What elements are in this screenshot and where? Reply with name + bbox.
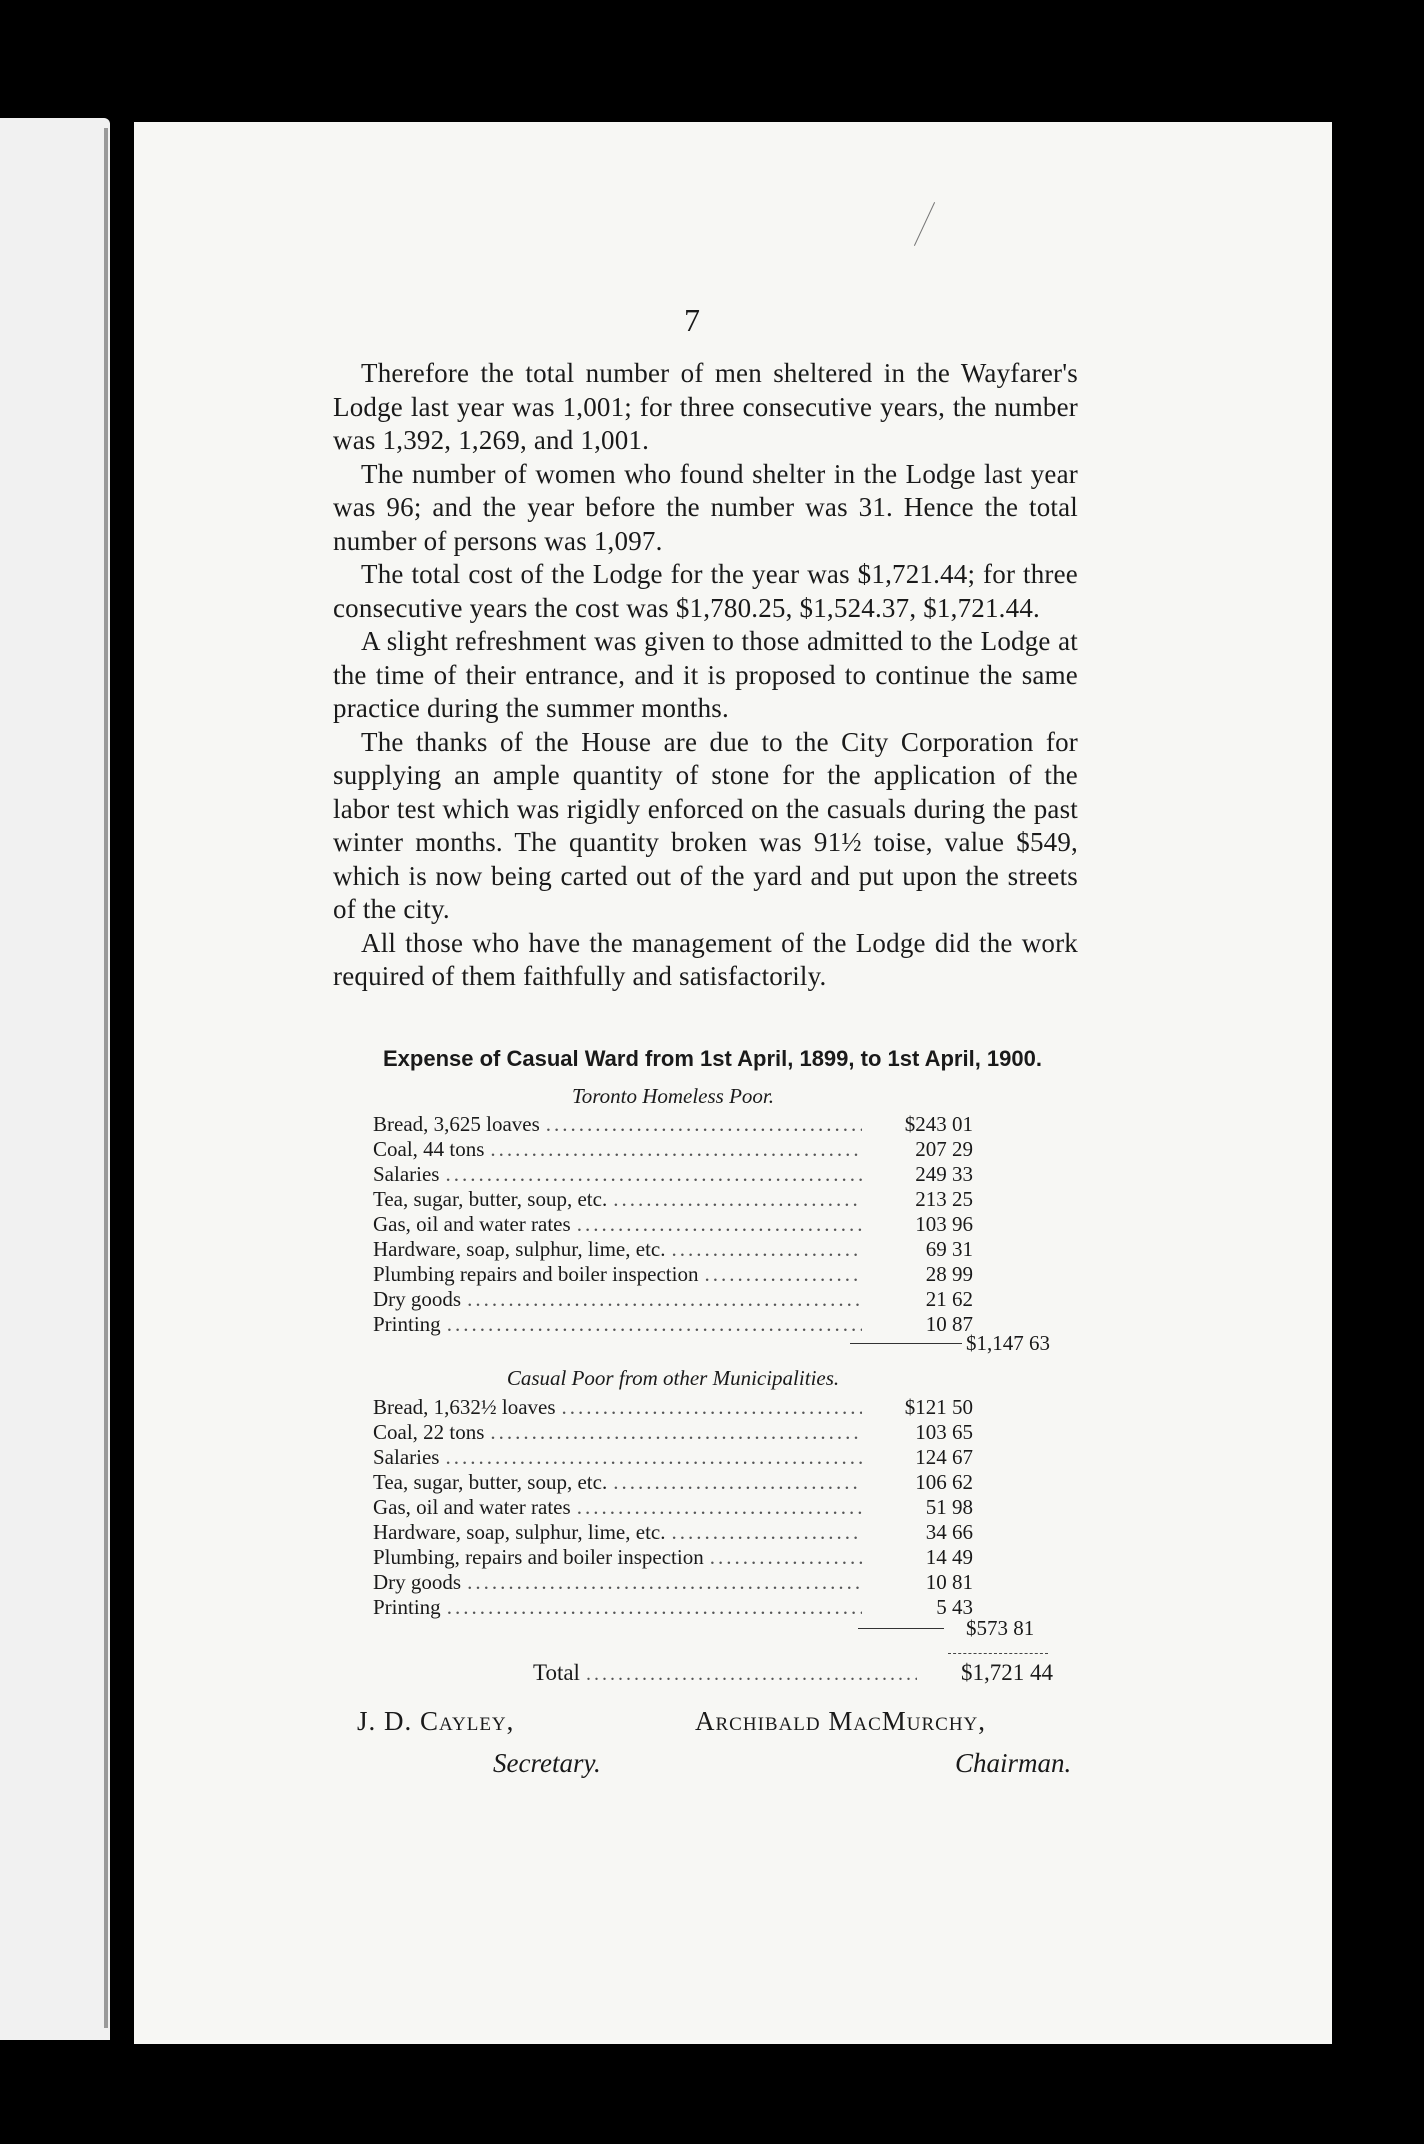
subtotal-rule — [850, 1343, 962, 1344]
signature-right-title: Chairman. — [955, 1748, 1072, 1778]
section-heading: Casual Poor from other Municipalities. — [506, 1366, 840, 1390]
dot-leader — [447, 1312, 862, 1337]
item-label: Salaries — [373, 1445, 440, 1469]
item-label: Dry goods — [373, 1287, 462, 1311]
paragraph: Therefore the total number of men sheltered in the Wayfarer's Lodge last year was 1,001; for three consecutive years, the number was 1,392, 1,269, and 1,001. — [333, 358, 1078, 455]
item-amount: 28 99 — [925, 1262, 973, 1286]
item-label: Printing — [373, 1595, 441, 1619]
dot-leader — [613, 1470, 862, 1495]
left-page-gutter — [104, 128, 108, 2028]
line-item — [373, 1237, 973, 1262]
subtotal-amount: $1,147 63 — [966, 1331, 1050, 1355]
dot-leader — [546, 1112, 862, 1137]
line-item — [373, 1137, 973, 1162]
dot-leader — [671, 1520, 862, 1545]
item-amount: 69 31 — [925, 1237, 973, 1261]
line-item — [373, 1495, 973, 1520]
item-label: Plumbing repairs and boiler inspection — [373, 1262, 699, 1286]
item-amount: 34 66 — [925, 1520, 973, 1544]
line-item — [373, 1395, 973, 1420]
dot-leader — [562, 1395, 862, 1420]
dot-leader — [704, 1262, 862, 1287]
item-amount: 213 25 — [915, 1187, 973, 1211]
item-label: Tea, sugar, butter, soup, etc. — [373, 1187, 608, 1211]
item-amount: 207 29 — [915, 1137, 973, 1161]
item-amount: 51 98 — [925, 1495, 973, 1519]
dot-leader — [445, 1162, 862, 1187]
dot-leader — [447, 1595, 862, 1620]
line-item — [373, 1112, 973, 1137]
total-label: Total — [533, 1660, 580, 1685]
line-item — [373, 1212, 973, 1237]
dot-leader — [467, 1287, 862, 1312]
item-label: Gas, oil and water rates — [373, 1212, 571, 1236]
item-label: Gas, oil and water rates — [373, 1495, 571, 1519]
item-label: Coal, 22 tons — [373, 1420, 485, 1444]
left-page — [0, 118, 110, 2040]
item-amount: 249 33 — [915, 1162, 973, 1186]
paragraph: The total cost of the Lodge for the year was $1,721.44; for three consecutive years the cost was $1,780.25, $1,524.37, $1,721.44. — [333, 559, 1078, 623]
dot-leader — [586, 1663, 917, 1686]
subtotal-amount: $573 81 — [966, 1616, 1035, 1640]
item-label: Dry goods — [373, 1570, 462, 1594]
item-amount: $121 50 — [904, 1395, 973, 1419]
line-item — [373, 1520, 973, 1545]
line-item — [373, 1445, 973, 1470]
signature-left-title: Secretary. — [493, 1748, 601, 1778]
item-amount: 10 81 — [925, 1570, 973, 1594]
signature-right-name: Archibald MacMurchy, — [695, 1706, 987, 1736]
dot-leader — [490, 1420, 862, 1445]
item-amount: 124 67 — [915, 1445, 973, 1469]
paragraph: The number of women who found shelter in the Lodge last year was 96; and the year before the number was 31. Hence the total number of persons was 1,097. — [333, 458, 1078, 556]
item-amount: 5 43 — [936, 1595, 973, 1619]
line-item — [373, 1470, 973, 1495]
expense-table-title: Expense of Casual Ward from 1st April, 1899, to 1st April, 1900. — [383, 1046, 1042, 1071]
item-label: Salaries — [373, 1162, 440, 1186]
item-label: Coal, 44 tons — [373, 1137, 485, 1161]
item-amount: 103 96 — [915, 1212, 973, 1236]
item-label: Tea, sugar, butter, soup, etc. — [373, 1470, 608, 1494]
dot-leader — [671, 1237, 862, 1262]
item-amount: 10 87 — [925, 1312, 973, 1336]
item-label: Bread, 1,632½ loaves — [373, 1395, 556, 1419]
line-item — [373, 1187, 973, 1212]
paragraph: A slight refreshment was given to those admitted to the Lodge at the time of their entrance, and it is proposed to continue the same practice during the summer months. — [333, 626, 1078, 723]
item-amount: 21 62 — [925, 1287, 973, 1311]
body-text — [333, 357, 1078, 994]
total-rule — [948, 1653, 1048, 1654]
item-label: Hardware, soap, sulphur, lime, etc. — [373, 1520, 666, 1544]
item-label: Printing — [373, 1312, 441, 1336]
dot-leader — [613, 1187, 862, 1212]
subtotal-row — [858, 1616, 1034, 1641]
item-label: Plumbing, repairs and boiler inspection — [373, 1545, 704, 1569]
dot-leader — [577, 1495, 862, 1520]
dot-leader — [445, 1445, 862, 1470]
subtotal-rule — [858, 1628, 944, 1629]
line-item — [373, 1420, 973, 1445]
paragraph: All those who have the management of the Lodge did the work required of them faithfully and satisfactorily. — [333, 927, 1078, 991]
item-amount: $243 01 — [904, 1112, 973, 1136]
total-amount: $1,721 44 — [961, 1660, 1053, 1685]
line-item — [373, 1545, 973, 1570]
item-label: Hardware, soap, sulphur, lime, etc. — [373, 1237, 666, 1261]
dot-leader — [467, 1570, 862, 1595]
paragraph: The thanks of the House are due to the City Corporation for supplying an ample quantity of stone for the application of the labor test which was rigidly enforced on the casuals during the past winter months. The quantity broken was 91½ toise, value $549, which is now being carted out of the yard and put upon the streets of the city. — [333, 726, 1078, 924]
section-heading: Toronto Homeless Poor. — [571, 1084, 775, 1108]
item-amount: 103 65 — [915, 1420, 973, 1444]
dot-leader — [490, 1137, 862, 1162]
item-label: Bread, 3,625 loaves — [373, 1112, 540, 1136]
signature-left-name: J. D. Cayley, — [357, 1706, 515, 1736]
dot-leader — [710, 1545, 862, 1570]
line-item — [373, 1287, 973, 1312]
line-items — [373, 1112, 973, 1337]
line-items — [373, 1395, 973, 1620]
line-item — [373, 1162, 973, 1187]
page-number: 7 — [684, 302, 700, 338]
item-amount: 106 62 — [915, 1470, 973, 1494]
line-item — [373, 1570, 973, 1595]
item-amount: 14 49 — [925, 1545, 973, 1569]
total-row — [533, 1660, 1053, 1686]
line-item — [373, 1262, 973, 1287]
subtotal-row — [850, 1331, 1050, 1356]
dot-leader — [577, 1212, 862, 1237]
